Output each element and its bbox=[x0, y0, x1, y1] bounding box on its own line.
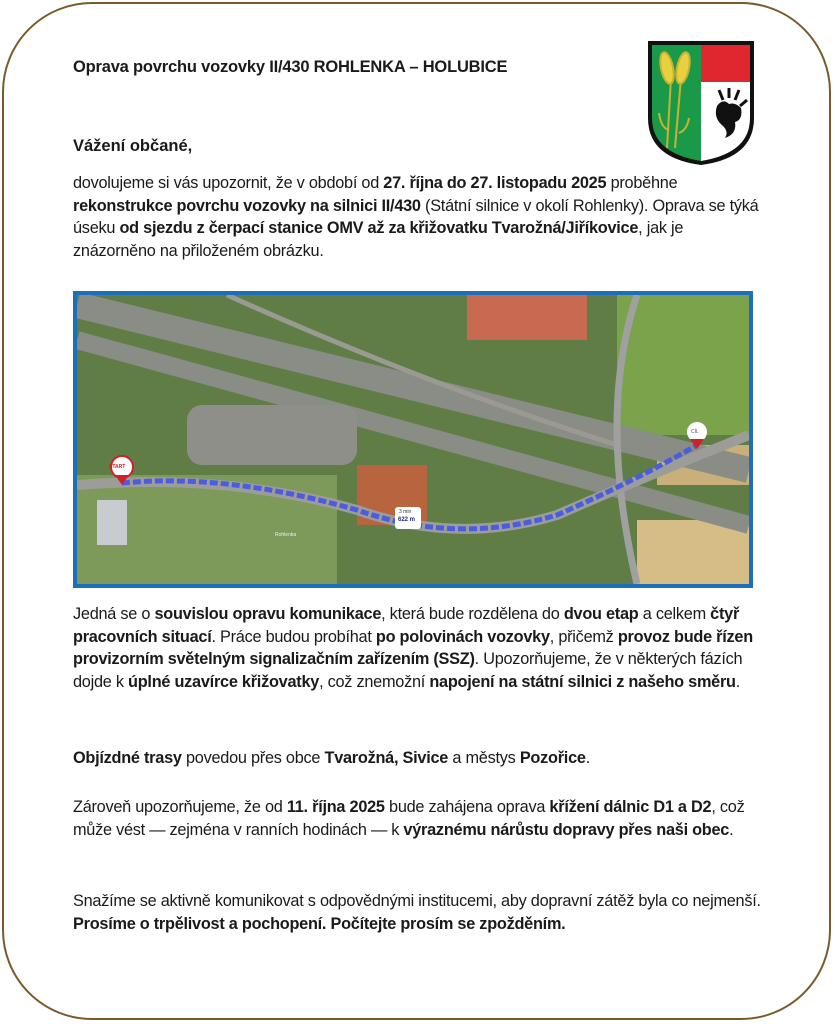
place-label: Rohlenka bbox=[275, 532, 297, 538]
intro-paragraph: dovolujeme si vás upozornit, že v období od 27. října do 27. listopadu 2025 proběhne rekonstrukce povrchu vozovky na silnici II/430 (Státní silnice v okolí Rohlenky). Oprava se týká úseku od sjezdu z čerpací stanice OMV až za křižovatku Tvarožná/Jiříkovice, jak je znázorněno na přiloženém obrázku. bbox=[73, 174, 759, 260]
greeting: Vážení občané, bbox=[73, 137, 193, 155]
works-paragraph: Jedná se o souvislou opravu komunikace, která bude rozdělena do dvou etap a celkem čtyř pracovních situací. Práce budou probíhat po polovinách vozovky, přičemž provoz bude řízen provizorním světelným signalizačním zařízením (SSZ). Upozorňujeme, že v některých fázích dojde k úplné uzavírce křižovatky, což znemožní napojení na státní silnici z našeho směru. bbox=[73, 605, 753, 691]
route-distance: 622 m bbox=[398, 517, 416, 523]
closing-paragraph: Snažíme se aktivně komunikovat s odpovědnými institucemi, aby dopravní zátěž byla co nejmenší. Prosíme o trpělivost a pochopení. Počítejte prosím se zpožděním. bbox=[73, 892, 761, 933]
route-map-image bbox=[73, 291, 753, 588]
notice-title: Oprava povrchu vozovky II/430 ROHLENKA – HOLUBICE bbox=[73, 58, 508, 76]
highway-paragraph: Zároveň upozorňujeme, že od 11. října 2025 bude zahájena oprava křížení dálnic D1 a D2, což může vést — zejména v ranních hodinách — k výraznému nárůstu dopravy přes naši obec. bbox=[73, 798, 745, 839]
end-label: CÍL bbox=[691, 429, 699, 435]
detour-paragraph: Objízdné trasy povedou přes obce Tvarožná, Sivice a městys Pozořice. bbox=[73, 749, 590, 767]
municipal-coat-of-arms-icon bbox=[645, 38, 757, 168]
start-label: START bbox=[109, 464, 126, 470]
route-time: 3 min bbox=[399, 509, 412, 515]
